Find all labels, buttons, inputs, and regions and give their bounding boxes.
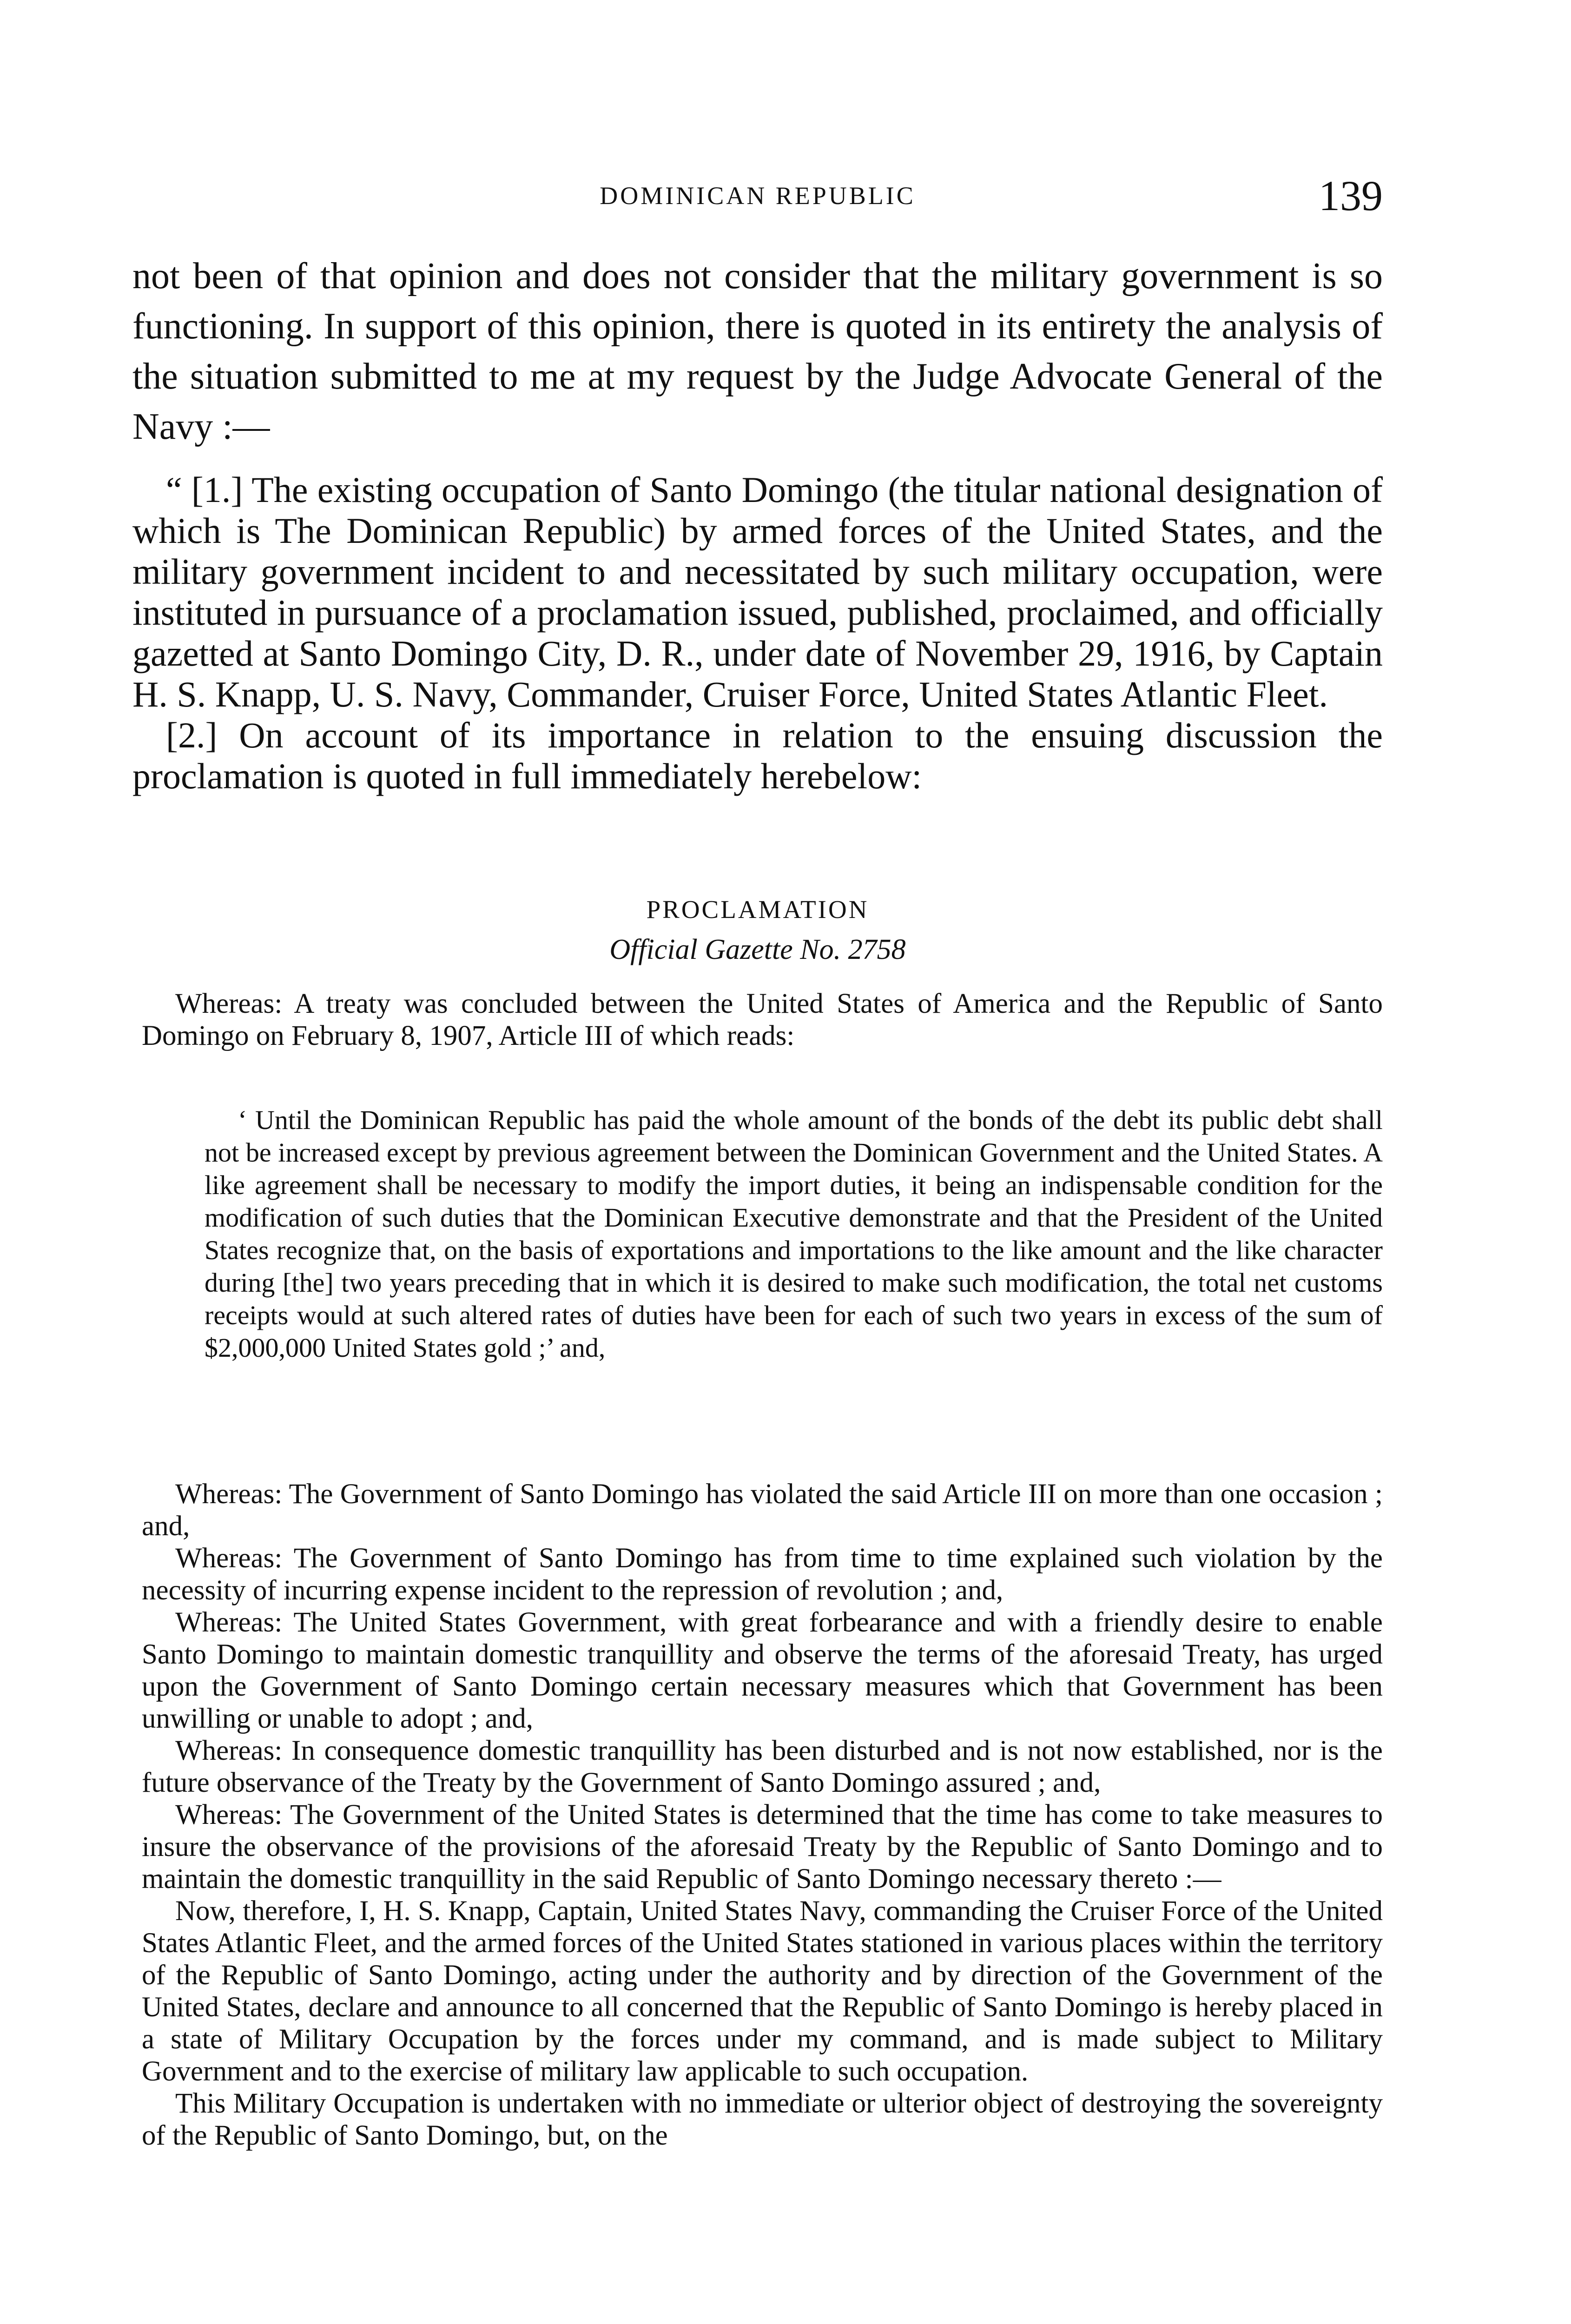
- proclamation-heading: PROCLAMATION: [646, 895, 869, 924]
- analysis-paragraph-1: “ [1.] The existing occupation of Santo Domingo (the titular national designation of which is The Dominican Republic) by armed forces of the United States, and the military government incident to and necessitated by such military occupation, were instituted in pursuance of a proclamation issued, published, proclaimed, and officially gazetted at Santo Domingo City, D. R., under date of November 29, 1916, by Captain H. S. Knapp, U. S. Navy, Commander, Cruiser Force, United States Atlantic Fleet.: [132, 469, 1383, 714]
- whereas-treaty-text: Whereas: A treaty was concluded between the United States of America and the Republic of Santo Domingo on February 8, 1907, Article III of which reads:: [142, 988, 1383, 1051]
- analysis-section: [132, 469, 1383, 797]
- whereas-explained-text: Whereas: The Government of Santo Domingo has from time to time explained such violation by the necessity of incurring expense incident to the repression of revolution ; and,: [142, 1543, 1383, 1606]
- intro-text: not been of that opinion and does not consider that the military government is so functioning. In support of this opinion, there is quoted in its entirety the analysis of the situation submitted to me at my request by the Judge Advocate General of the Navy :—: [132, 256, 1383, 447]
- running-head: DOMINICAN REPUBLIC: [600, 182, 916, 210]
- article-quote: [205, 1104, 1383, 1364]
- article-quote-text: ‘ Until the Dominican Republic has paid the whole amount of the bonds of the debt its public debt shall not be increased except by previous agreement between the Dominican Government and the United States. A like agreement shall be necessary to modify the import duties, it being an indispensable condition for the modification of such duties that the Dominican Executive demonstrate and that the President of the United States recognize that, on the basis of exportations and importations to the like amount and the like character during [the] two years preceding that in which it is desired to make such modification, the total net customs receipts would at such altered rates of duties have been for each of such two years in excess of the sum of $2,000,000 United States gold ;’ and,: [205, 1105, 1383, 1363]
- official-gazette-line: Official Gazette No. 2758: [609, 934, 906, 965]
- page-header: [132, 171, 1383, 222]
- military-occupation-text: This Military Occupation is undertaken with no immediate or ulterior object of destroying the sovereignty of the Republic of Santo Domingo, but, on the: [142, 2088, 1383, 2151]
- whereas-determined-text: Whereas: The Government of the United States is determined that the time has come to take measures to insure the observance of the provisions of the aforesaid Treaty by the Republic of Santo Domingo and to maintain the domestic tranquillity in the said Republic of Santo Domingo necessary thereto :—: [142, 1799, 1383, 1895]
- intro-paragraph: [132, 251, 1383, 452]
- whereas-consequence-text: Whereas: In consequence domestic tranquillity has been disturbed and is not now established, nor is the future observance of the Treaty by the Government of Santo Domingo assured ; and,: [142, 1735, 1383, 1798]
- analysis-paragraph-2: [2.] On account of its importance in relation to the ensuing discussion the proclamation is quoted in full immediately herebelow:: [132, 715, 1383, 796]
- whereas-treaty-paragraph: [142, 988, 1383, 1052]
- whereas-forbearance-text: Whereas: The United States Government, with great forbearance and with a friendly desire to enable Santo Domingo to maintain domestic tranquillity and observe the terms of the aforesaid Treaty, has urged upon the Government of Santo Domingo certain necessary measures which that Government has been unwilling or unable to adopt ; and,: [142, 1607, 1383, 1734]
- page-number: 139: [1319, 172, 1383, 219]
- now-therefore-text: Now, therefore, I, H. S. Knapp, Captain, United States Navy, commanding the Cruiser Force of the United States Atlantic Fleet, and the armed forces of the United States stationed in various places within the territory of the Republic of Santo Domingo, acting under the authority and by direction of the Government of the United States, declare and announce to all concerned that the Republic of Santo Domingo is hereby placed in a state of Military Occupation by the forces under my command, and is made subject to Military Government and to the exercise of military law applicable to such occupation.: [142, 1895, 1383, 2087]
- whereas-violated-text: Whereas: The Government of Santo Domingo has violated the said Article III on more than one occasion ; and,: [142, 1479, 1383, 1542]
- proclamation-clauses: [142, 1478, 1383, 2152]
